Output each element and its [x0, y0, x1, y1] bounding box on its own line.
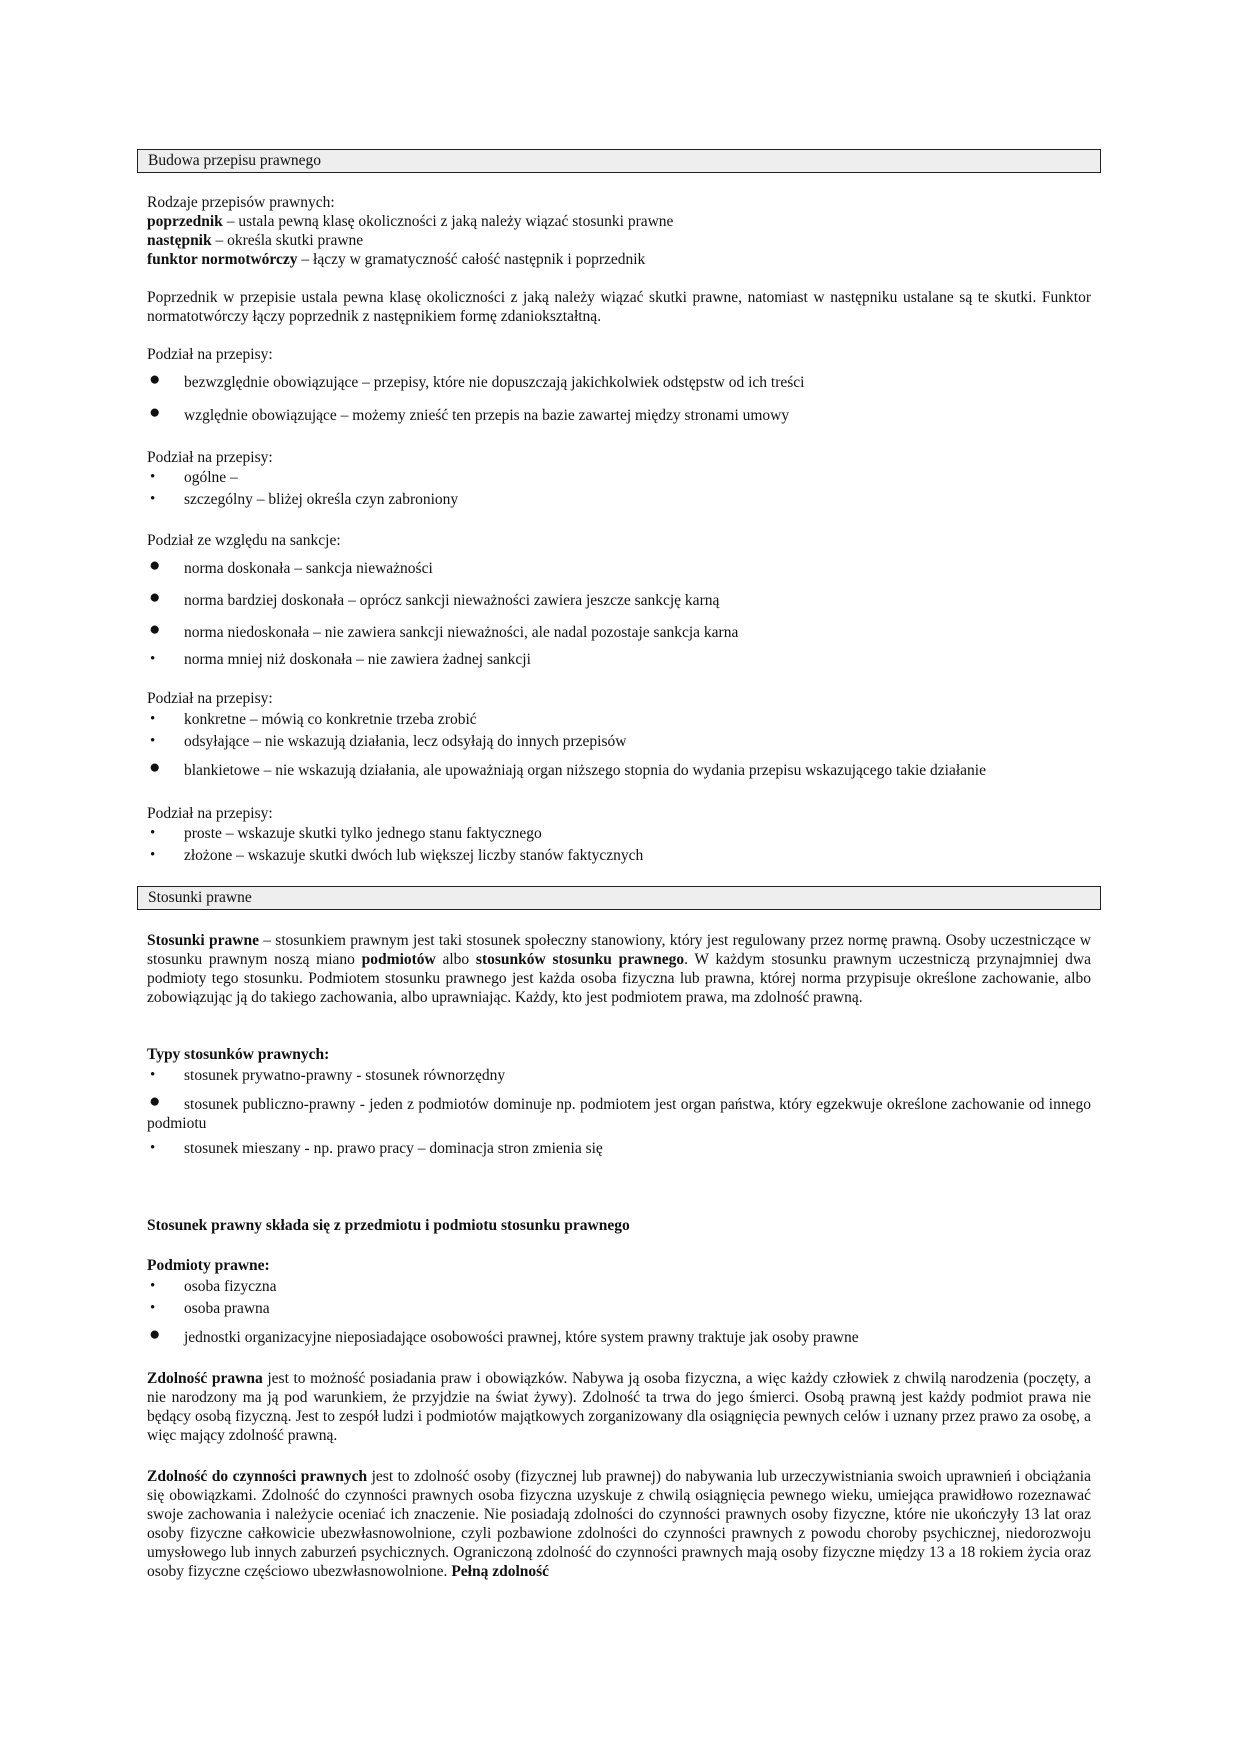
podmioty-heading: Podmioty prawne:	[147, 1257, 270, 1274]
bullet-icon: ●	[149, 369, 161, 390]
bullet-icon: •	[150, 825, 156, 841]
term: funktor normotwórczy	[147, 251, 298, 268]
podzial2-heading: Podział na przepisy:	[147, 449, 273, 466]
bullet-icon: ●	[149, 587, 161, 608]
bullet-icon: •	[150, 1300, 156, 1316]
podzial3-heading: Podział na przepisy:	[147, 690, 273, 707]
bullet-icon: •	[150, 711, 156, 727]
sklada-line: Stosunek prawny składa się z przedmiotu i podmiotu stosunku prawnego	[147, 1217, 630, 1234]
sankcje-heading: Podział ze względu na sankcje:	[147, 532, 341, 549]
zdolnosc-prawna-paragraph: Zdolność prawna jest to możność posiadania praw i obowiązków. Nabywa ją osoba fizyczna, a więc każdy człowiek z chwilą narodzenia (poczęty, a nie narodzony ma ją pod warunkiem, że przyjdzie na świat żywy). Zdolność ta trwa do jego śmierci. Osobą prawną jest każdy podmiot prawa nie będący osobą fizyczną. Jest to zespół ludzi i podmiotów majątkowych zorganizowany dla osiągnięcia pewnych celów i uznany przez prawo za osobę, a więc mający zdolność prawną.	[147, 1370, 1091, 1444]
bullet-icon: •	[150, 1278, 156, 1294]
bullet-icon: ●	[149, 1091, 161, 1112]
bullet-icon: •	[150, 1140, 156, 1156]
section-title: Budowa przepisu prawnego	[148, 152, 322, 169]
typy-heading: Typy stosunków prawnych:	[147, 1046, 330, 1063]
bullet-icon: •	[150, 469, 156, 485]
section-header-budowa	[137, 149, 1101, 173]
section-title: Stosunki prawne	[148, 889, 252, 906]
bullet-icon: •	[150, 491, 156, 507]
poprzednik-paragraph: Poprzednik w przepisie ustala pewna klasę okoliczności z jaką należy wiązać skutki prawne, natomiast w następniku ustalane są te skutki. Funktor normatotwórczy łączy poprzednik z następnikiem formę zdaniokształtną.	[147, 289, 1091, 325]
bullet-icon: ●	[149, 555, 161, 576]
rodzaje-heading: Rodzaje przepisów prawnych:	[147, 194, 335, 211]
bullet-icon: ●	[149, 619, 161, 640]
bullet-icon: •	[150, 1067, 156, 1083]
stosunki-paragraph: Stosunki prawne – stosunkiem prawnym jest taki stosunek społeczny stanowiony, który jest regulowany przez normę prawną. Osoby uczestniczące w stosunku prawnym noszą miano podmiotów albo stosunków stosunku prawnego. W każdym stosunku prawnym uczestniczą przynajmniej dwa podmioty tego stosunku. Podmiotem stosunku prawnego jest każda osoba fizyczna lub prawna, której norma przypisuje określone zachowanie, albo zobowiązując ją do takiego zachowania, albo uprawniając. Każdy, kto jest podmiotem prawa, ma zdolność prawną.	[147, 932, 1091, 1006]
bullet-icon: •	[150, 847, 156, 863]
bullet-icon: ●	[149, 757, 161, 778]
definition: – łączy w gramatyczność całość następnik i poprzednik	[297, 251, 646, 268]
rodzaje-line-3	[147, 250, 1091, 269]
rodzaje-block	[147, 193, 1091, 269]
document-page: Budowa przepisu prawnego Rodzaje przepisów prawnych: poprzednik – ustala pewną klasę okoliczności z jaką należy wiązać stosunki prawne następnik – określa skutki prawne funktor normotwórczy – łączy w gramatyczność całość następnik i poprzednik Poprzednik w przepisie ustala pewna klasę okoliczności z jaką należy wiązać skutki prawne, natomiast w następniku ustalane są te skutki. Funktor normatotwórczy łączy poprzednik z następnikiem formę zdaniokształtną. Podział na przepisy: ● bezwzględnie obowiązujące – przepisy, które nie dopuszczają jakichkolwiek odstępstw od ich treści ● względnie obowiązujące – możemy znieść ten przepis na bazie zawartej między stronami umowy Podział na przepisy: • ogólne – • szczególny – bliżej określa czyn zabroniony Podział ze względu na sankcje: ● norma doskonała – sankcja nieważności ● norma bardziej doskonała – oprócz sankcji nieważności zawiera jeszcze sankcję karną ● norma niedoskonała – nie zawiera sankcji nieważności, ale nadal pozostaje sankcja karna • norma mniej niż doskonała – nie zawiera żadnej sankcji Podział na przepisy: • konkretne – mówią co konkretnie trzeba zrobić • odsyłające – nie wskazują działania, lecz odsyłają do innych przepisów ● blankietowe – nie wskazują działania, ale upoważniają organ niższego stopnia do wydania przepisu wskazującego takie działanie Podział na przepisy: • proste – wskazuje skutki tylko jednego stanu faktycznego • złożone – wskazuje skutki dwóch lub większej liczby stanów faktycznych Stosunki prawne Stosunki prawne – stosunkiem prawnym jest taki stosunek społeczny stanowiony, który jest regulowany przez normę prawną. Osoby uczestniczące w stosunku prawnym noszą miano podmiotów albo stosunków stosunku prawnego. W każdym stosunku prawnym uczestniczą przynajmniej dwa podmioty tego stosunku. Podmiotem stosunku prawnego jest każda osoba fizyczna lub prawna, której norma przypisuje określone zachowanie, albo zobowiązując ją do takiego zachowania, albo uprawniając. Każdy, kto jest podmiotem prawa, ma zdolność prawną. Typy stosunków prawnych: • stosunek prywatno-prawny - stosunek równorzędny ● stosunek publiczno-prawny - jeden z podmiotów dominuje np. podmiotem jest organ państwa, który egzekwuje określone zachowanie od innego podmiotu • stosunek mieszany - np. prawo pracy – dominacja stron zmienia się Stosunek prawny składa się z przedmiotu i podmiotu stosunku prawnego Podmioty prawne: • osoba fizyczna • osoba prawna ● jednostki organizacyjne nieposiadające osobowości prawnej, które system prawny traktuje jak osoby prawne Zdolność prawna jest to możność posiadania praw i obowiązków. Nabywa ją osoba fizyczna, a więc każdy człowiek z chwilą narodzenia (poczęty, a nie narodzony ma ją pod warunkiem, że przyjdzie na świat żywy). Zdolność ta trwa do jego śmierci. Osobą prawną jest każdy podmiot prawa nie będący osobą fizyczną. Jest to zespół ludzi i podmiotów majątkowych zorganizowany dla osiągnięcia pewnych celów i uznany przez prawo za osobę, a więc mający zdolność prawną. Zdolność do czynności prawnych jest to zdolność osoby (fizycznej lub prawnej) do nabywania lub urzeczywistniania swoich uprawnień i obciążania się obowiązkami. Zdolność do czynności prawnych osoba fizyczna uzyskuje z chwilą osiągnięcia pewnego wieku, umiejąca prawidłowo rozeznawać swoje zachowania i należycie oceniać ich znaczenie. Nie posiadają zdolności do czynności prawnych osoby fizyczne, które nie ukończyły 13 lat oraz osoby fizyczne całkowicie ubezwłasnowolnione, czyli pozbawione zdolności do czynności prawnych z powodu choroby psychicznej, niedorozwoju umysłowego lub innych zaburzeń psychicznych. Ograniczoną zdolność do czynności prawnych mają osoby fizyczne między 13 a 18 rokiem życia oraz osoby fizyczne częściowo ubezwłasnowolnione. Pełną zdolność	[0, 0, 1240, 1754]
rodzaje-line-1	[147, 212, 1091, 231]
section-header-stosunki	[137, 886, 1101, 910]
definition: – ustala pewną klasę okoliczności z jaką należy wiązać stosunki prawne	[222, 213, 674, 230]
podzial1-heading: Podział na przepisy:	[147, 346, 273, 363]
definition: – określa skutki prawne	[211, 232, 364, 249]
bullet-icon: ●	[149, 402, 161, 423]
podzial4-heading: Podział na przepisy:	[147, 805, 273, 822]
bullet-icon: •	[150, 733, 156, 749]
term: poprzednik	[147, 213, 223, 230]
term: następnik	[147, 232, 212, 249]
zdolnosc-czynnosci-paragraph: Zdolność do czynności prawnych jest to zdolność osoby (fizycznej lub prawnej) do nabywania lub urzeczywistniania swoich uprawnień i obciążania się obowiązkami. Zdolność do czynności prawnych osoba fizyczna uzyskuje z chwilą osiągnięcia pewnego wieku, umiejąca prawidłowo rozeznawać swoje zachowania i należycie oceniać ich znaczenie. Nie posiadają zdolności do czynności prawnych osoby fizyczne, które nie ukończyły 13 lat oraz osoby fizyczne całkowicie ubezwłasnowolnione, czyli pozbawione zdolności do czynności prawnych z powodu choroby psychicznej, niedorozwoju umysłowego lub innych zaburzeń psychicznych. Ograniczoną zdolność do czynności prawnych mają osoby fizyczne między 13 a 18 rokiem życia oraz osoby fizyczne częściowo ubezwłasnowolnione. Pełną zdolność	[147, 1468, 1091, 1580]
list-item: ● stosunek publiczno-prawny - jeden z podmiotów dominuje np. podmiotem jest organ państwa, który egzekwuje określone zachowanie od innego podmiotu	[147, 1091, 1091, 1132]
bullet-icon: •	[150, 651, 156, 667]
rodzaje-line-2	[147, 231, 1091, 250]
bullet-icon: ●	[149, 1324, 161, 1345]
